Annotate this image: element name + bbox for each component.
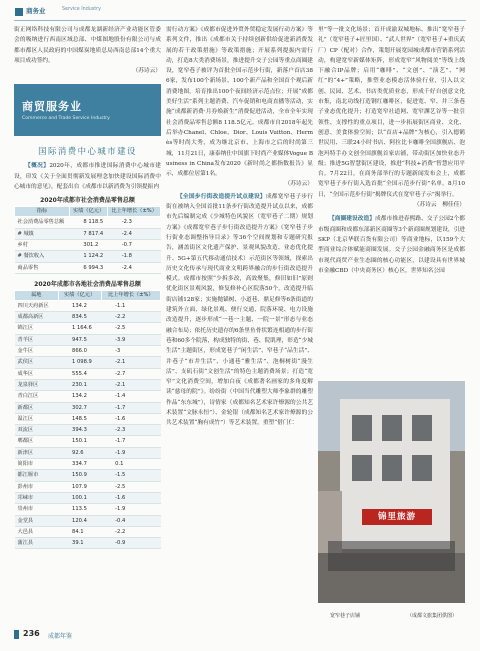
table-row xyxy=(15,538,161,549)
table-row xyxy=(15,357,161,368)
value-cell: -1.5 xyxy=(101,470,160,481)
yearbook-name: 成都年鉴 xyxy=(48,633,73,640)
value-cell: -2.3 xyxy=(101,425,160,436)
value-cell: -2.1 xyxy=(101,379,160,390)
row-label-cell: 邛崃市 xyxy=(15,492,59,503)
banner-title: 商贸服务业 xyxy=(22,100,82,114)
value-cell: -2.4 xyxy=(108,228,161,239)
value-cell: -2.3 xyxy=(108,217,161,228)
table-1-title: 2020年成都市社会消费品零售总额 xyxy=(40,197,135,205)
column-2 xyxy=(166,25,313,429)
paragraph-business-district: 【商圈建设改造】成都市推进春熙路、交子公园2个都市级商圈和成都东部新区商圈等3个新商圈规划建设，引进SKP（北京华联百货有限公司）等商业地标，以159个大型商业综合体赋能商圈发展。交子公园金融商务区是成都市现代商贸产业生态圈的核心功能区，以建设具有世界城市金融CBD（中央商务区）核心区，世界知名公园 xyxy=(318,216,465,274)
value-cell: 92.6 xyxy=(58,447,101,458)
value-cell: 866.0 xyxy=(58,346,101,357)
value-cell: 134.2 xyxy=(58,391,101,402)
table-row xyxy=(15,504,161,515)
byline: （苏诗云 柳佳佳） xyxy=(413,202,465,209)
table-header-cell: 属地 xyxy=(15,290,59,300)
photo-window xyxy=(382,455,402,481)
value-cell: 120.4 xyxy=(58,515,101,526)
byline: （苏诗云） xyxy=(132,68,161,75)
byline: （苏诗云） xyxy=(284,181,313,188)
row-label-cell: 温江区 xyxy=(15,413,59,424)
paragraph-overview: 【概况】2020年，成都市推进国际消费中心城市建设，印发《关于全面贯彻新发展理念加快建设国际消费中心城市的意见》，配套出台《成都市以新消费为引领提振内 xyxy=(14,163,161,191)
photo-window xyxy=(412,455,432,481)
row-label-cell: 金堂县 xyxy=(15,515,59,526)
column-1 xyxy=(14,25,161,549)
table-header-cell: 实绩（亿元） xyxy=(69,207,107,217)
value-cell: 1 124.2 xyxy=(69,251,107,262)
value-cell: 394.3 xyxy=(58,425,101,436)
value-cell: -0.7 xyxy=(108,239,161,250)
table-row xyxy=(15,228,161,239)
photo-window xyxy=(352,455,372,481)
footer-marker-icon xyxy=(14,630,19,639)
section-banner xyxy=(14,84,161,136)
value-cell: -2.1 xyxy=(101,357,160,368)
table-row xyxy=(15,346,161,357)
value-cell: -2.2 xyxy=(101,312,160,323)
value-cell: 134.2 xyxy=(58,300,101,311)
row-label-cell: 简阳市 xyxy=(15,459,59,470)
paragraph-continued: 街正网络科技有限公司与成都龙湖新经济产业功能区管委会的吸纳进行西南区域总部、中煤图地股份有限公司与成都市都区人民政府的中国煤炭地质总局西南总部14个重大项目成功签约。 （苏诗云） xyxy=(14,25,161,76)
subsection-title: 国际消费中心城市建设 xyxy=(38,146,137,157)
photo-caption: 宽窄巷子店铺 xyxy=(330,613,361,619)
table-row xyxy=(15,262,161,273)
table-header-cell: 比上年增长（±%） xyxy=(108,207,161,217)
table-row xyxy=(15,312,161,323)
row-label-cell: 彭州市 xyxy=(15,481,59,492)
row-label-cell: 青羊区 xyxy=(15,334,59,345)
value-cell: 334.7 xyxy=(58,459,101,470)
table-row xyxy=(15,391,161,402)
paragraph-tag: 【概况】 xyxy=(25,163,50,170)
table-row xyxy=(15,526,161,537)
value-cell: -0.4 xyxy=(101,515,160,526)
page-number: 236 xyxy=(23,629,40,638)
photo-window xyxy=(412,415,432,441)
row-label-cell: 社会消费品零售总额 xyxy=(15,217,70,228)
value-cell: -3 xyxy=(101,346,160,357)
value-cell: -1.6 xyxy=(101,492,160,503)
table-row xyxy=(15,413,161,424)
row-label-cell: # 城镇 xyxy=(15,228,70,239)
running-header-section-en: Service Industry xyxy=(62,7,101,12)
row-label-cell: 青白江区 xyxy=(15,391,59,402)
value-cell: -2.4 xyxy=(108,262,161,273)
row-label-cell: 金牛区 xyxy=(15,346,59,357)
column-3 xyxy=(318,25,465,276)
row-label-cell: 新都区 xyxy=(15,402,59,413)
table-row xyxy=(15,251,161,262)
row-label-cell: 蒲江县 xyxy=(15,538,59,549)
value-cell: 150.1 xyxy=(58,436,101,447)
table-row xyxy=(15,239,161,250)
table-row xyxy=(15,447,161,458)
value-cell: 947.5 xyxy=(58,334,101,345)
value-cell: 6 994.3 xyxy=(69,262,107,273)
value-cell: 0.1 xyxy=(101,459,160,470)
value-cell: 834.5 xyxy=(58,312,101,323)
shop-sign: 锦里旅游 xyxy=(362,509,432,525)
value-cell: 100.1 xyxy=(58,492,101,503)
section-marker-icon xyxy=(15,8,23,16)
table-row xyxy=(15,470,161,481)
value-cell: 150.9 xyxy=(58,470,101,481)
table-header-cell: 指标 xyxy=(15,207,70,217)
row-label-cell: 大邑县 xyxy=(15,526,59,537)
banner-subtitle-en: Commerce and Trade Service Industry xyxy=(22,116,110,122)
row-label-cell: 崇州市 xyxy=(15,504,59,515)
value-cell: 8 118.5 xyxy=(69,217,107,228)
row-label-cell: 锦江区 xyxy=(15,323,59,334)
value-cell: 113.5 xyxy=(58,504,101,515)
value-cell: 301.2 xyxy=(69,239,107,250)
table-header-cell: 实绩（亿元） xyxy=(58,290,101,300)
row-label-cell: 四川天府新区 xyxy=(15,300,59,311)
value-cell: 107.9 xyxy=(58,481,101,492)
row-label-cell: 新津区 xyxy=(15,447,59,458)
value-cell: 39.1 xyxy=(58,538,101,549)
row-label-cell: 乡村 xyxy=(15,239,70,250)
paragraph-continued: 里”等一批文化场景；首开成渝双城地标、推出“宽窄巷子礼”（宽窄巷子+匠里国）、“武人世界”（宽窄巷子+重庆武厂）CP（配对）合作，策划开展宽园城成都市营销系列活动，构建宽窄新媒体矩阵，形成宽窄“风物阅美”等线上线下融合IP品牌；启用“咖啡”、“文创”、“演艺”、“网红”的“4+”策略，推塑业态模态活体验行业，引入以文创、民园、艺术、书店类优质业态，形成千好自创意文化市集，南北功线打造钢红咖啡区，促进宽、窄、井三条巷子业态优化提升；打造宽窄社道网、宽窄渊艺谷等一批引领性、支撑性的重点项目，进一步拓展街区商业、文化、创意、美食体验空间；以“首店+品牌”为核心，引入德鹤世民用、三联24小时书店、阿拉比卡咖啡全国旗舰店、泡泡玛特手办文创全国旗舰首家店铺，带动街区加快业态升级；推进5G智慧街区建设，推进“科技+消费”智慧应用平台。7月22日，在商务部举行的专题新闻发布会上，成都宽窄巷子步行街入选首批“全国示范步行街”名单。8月10日，“全国示范步行街”揭牌仪式在宽窄巷子示”揭举行。 （苏诗云 柳佳佳） xyxy=(318,25,465,210)
value-cell: -1.8 xyxy=(108,251,161,262)
table-row xyxy=(15,217,161,228)
row-label-cell: 都江堰市 xyxy=(15,470,59,481)
table-row xyxy=(15,425,161,436)
table-row xyxy=(15,368,161,379)
table-2-title: 2020年成都市各地社会消费品零售总额 xyxy=(34,280,141,288)
table-row xyxy=(15,436,161,447)
value-cell: -2.5 xyxy=(101,481,160,492)
value-cell: -2.5 xyxy=(101,323,160,334)
value-cell: 148.5 xyxy=(58,413,101,424)
value-cell: -2.2 xyxy=(101,526,160,537)
photo-window xyxy=(352,415,372,441)
table-row xyxy=(15,300,161,311)
row-label-cell: 武侯区 xyxy=(15,357,59,368)
value-cell: 84.1 xyxy=(58,526,101,537)
retail-sales-table xyxy=(14,206,161,273)
table-row xyxy=(15,379,161,390)
header-divider xyxy=(14,20,466,21)
value-cell: -1.7 xyxy=(101,436,160,447)
value-cell: 1 098.9 xyxy=(58,357,101,368)
row-label-cell: 成华区 xyxy=(15,368,59,379)
value-cell: -1.1 xyxy=(101,300,160,311)
value-cell: -1.9 xyxy=(101,447,160,458)
value-cell: -1.7 xyxy=(101,402,160,413)
paragraph-continued: 需行动方案》《成都市促进外贸外贸稳定发展行动方案》等系列文件，推出《成都市关于持续创新供给促进新消费发展的若干政策措施》等政策措施；开展系列提振内需行动，打造8大类消费场景，推进提升交子公园等重点商圈建设，宽窄巷子被评为首批全国示范步行街，新落户首店386家，发布100个新场景、100个新产品和全国首个观后新消费地图，培育推出100个夜间经济示范点位；开展“成都美好生活”系列主题消费、汽车促销和电商直播等活动，实施“成都新消费·月券焕新生”消费促进活动，全市全年实现社会消费品零售总额8 118.5亿元。成都市自2018年起先后举办Chanel、Chloe、Dior、Louis Vuitton、Hermès等时尚大秀，成为继北京市、上海市之后的时尚第三城，11月21日，康泰纳仕中国旗下时尚产业媒体Vogue Business in China发布2020《新时尚之都指数报告》显示，成都位居第1名。 （苏诗云） xyxy=(166,25,313,190)
table-row xyxy=(15,334,161,345)
photo-crowd xyxy=(328,541,455,571)
row-label-cell: 成都高新区 xyxy=(15,312,59,323)
value-cell: 230.1 xyxy=(58,379,101,390)
row-label-cell: 龙泉驿区 xyxy=(15,379,59,390)
row-label-cell: # 餐饮收入 xyxy=(15,251,70,262)
value-cell: -3.9 xyxy=(101,334,160,345)
photo-credit: （成都文旅集团供图） xyxy=(407,613,458,619)
running-header-section: 商务业 xyxy=(26,7,46,15)
table-row xyxy=(15,402,161,413)
table-row xyxy=(15,481,161,492)
street-photo xyxy=(318,381,465,603)
paragraph-pedestrian-street: 【全国步行街改造提升试点建设】成都宽窄巷子步行街在被纳入全国首批11条步行街改造提升试点以来，成都市先后编制完成《少城特色风貌区（宽窄巷子二期）规划方案》《成都宽窄巷子步行街改造提升方案》《宽窄巷子步行街业态调整指导目录》等36个空间规划和专题研究报告，涵盖街区文化遗产保护、景观风貌改造、业态优化提升、5G+第五代移动通信技术）示范街区等领域，探索出历史文化传承与现代商业文明跨界融合的步行街改造提升模式。成都市按照“少拆多改，高效聚集，修旧如旧”原则优化街区景观风貌，修复修补心区院落50个，改造提升临街店铺128家；实施抛锚树、小道巷、鼎足修等6条街道的建筑外立面、绿化景观、便行交通、院落环境、电力设施改造提升，逐步形成“一巷一主题、一院一景”形态与业态融合布局；依托历史遗存的6条里鱼骨状繁连相通的步行街巷和60多个院落，构成独特的街、巷、院肌理，彰造“少城生活”主题街区，形成宽巷子“闲生活”、窄巷子“品生活”、井巷子“市井生活”、小通巷“雅生活”、泡桐树街“漫生活”、支矶石街“文创生活”的特色主题消费场景；打造“宽窄”文化消费空间，增加白夜《成都著名画家的多角度解读“慈母的院”》。纷纷街（中国当代雕塑大师李象群的雕塑作品“东东城”），诗情家（成都知名艺术家许燎源的公共艺术装置“文脉永恒”）、金轮银（成都知名艺术家许燎源的公共艺术装置“胸有成竹”）等艺术装置，重塑“借门仁 xyxy=(166,193,314,427)
row-label-cell: 商品零售 xyxy=(15,262,70,273)
table-row xyxy=(15,492,161,503)
value-cell: -0.9 xyxy=(101,538,160,549)
value-cell: 7 817.4 xyxy=(69,228,107,239)
paragraph-tag: 【商圈建设改造】 xyxy=(329,216,376,223)
row-label-cell: 双流区 xyxy=(15,425,59,436)
value-cell: 1 164.6 xyxy=(58,323,101,334)
value-cell: -2.7 xyxy=(101,368,160,379)
district-retail-sales-table xyxy=(14,290,161,550)
value-cell: 302.7 xyxy=(58,402,101,413)
paragraph-tag: 【全国步行街改造提升试点建设】 xyxy=(177,193,266,200)
value-cell: -1.6 xyxy=(101,413,160,424)
table-header-cell: 比上年增长（±%） xyxy=(101,290,160,300)
value-cell: 555.4 xyxy=(58,368,101,379)
value-cell: -1.4 xyxy=(101,391,160,402)
value-cell: -1.9 xyxy=(101,504,160,515)
table-row xyxy=(15,515,161,526)
table-row xyxy=(15,323,161,334)
row-label-cell: 郫都区 xyxy=(15,436,59,447)
photo-window xyxy=(382,415,402,441)
table-row xyxy=(15,459,161,470)
